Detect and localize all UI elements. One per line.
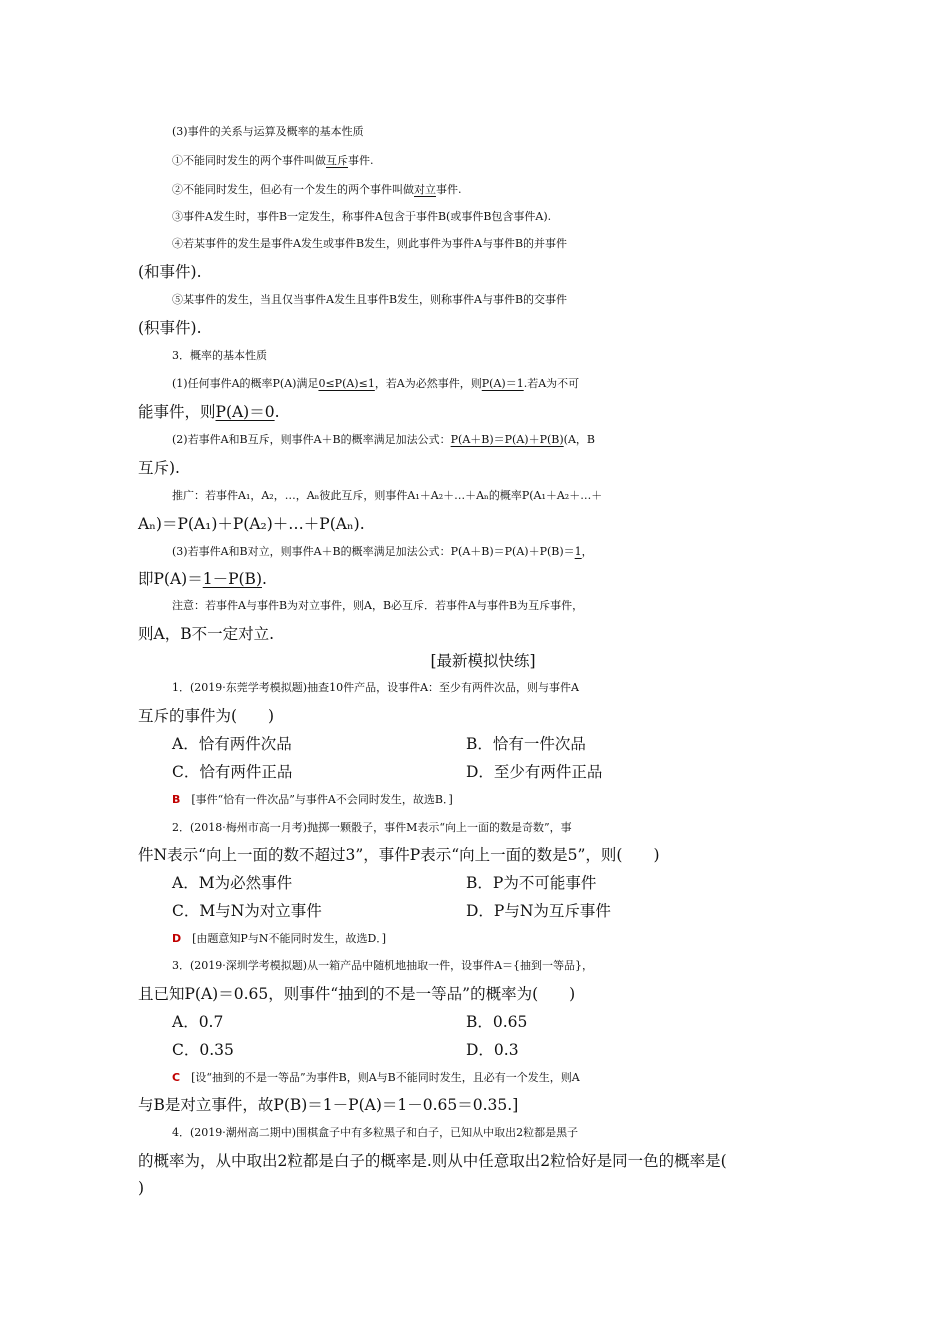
question-1-option-b: B．恰有一件次品 bbox=[466, 735, 586, 753]
question-3-answer-cont: 与B是对立事件，故P(B)＝1－P(A)＝1－0.65＝0.35.] bbox=[138, 1096, 519, 1114]
generalization-cont: Aₙ)＝P(A₁)＋P(A₂)＋…＋P(Aₙ). bbox=[138, 515, 365, 533]
question-3-stem-cont: 且已知P(A)＝0.65，则事件“抽到的不是一等品”的概率为( ) bbox=[138, 985, 576, 1003]
rule-2: ②不能同时发生，但必有一个发生的两个事件叫做对立事件. bbox=[172, 183, 462, 196]
question-1-answer: B [事件“恰有一件次品”与事件A不会同时发生，故选B．] bbox=[172, 793, 453, 806]
question-3-option-a: A．0.7 bbox=[172, 1013, 224, 1031]
question-4-stem: 4．(2019·潮州高二期中)围棋盒子中有多粒黑子和白子，已知从中取出2粒都是黑子 bbox=[172, 1126, 579, 1139]
question-3-answer: C [设“抽到的不是一等品”为事件B，则A与B不能同时发生，且必有一个发生，则A bbox=[172, 1071, 580, 1084]
question-2-option-b: B．P为不可能事件 bbox=[466, 874, 597, 892]
generalization: 推广：若事件A₁，A₂，…，Aₙ彼此互斥，则事件A₁＋A₂＋…＋Aₙ的概率P(A₁＋A₂＋…＋ bbox=[172, 489, 603, 502]
property-2-cont: 互斥). bbox=[138, 459, 180, 477]
rule-1: ①不能同时发生的两个事件叫做互斥事件. bbox=[172, 154, 374, 167]
question-1-stem: 1．(2019·东莞学考模拟题)抽查10件产品，设事件A：至少有两件次品，则与事件A bbox=[172, 681, 579, 694]
rule-4: ④若某事件的发生是事件A发生或事件B发生，则此事件为事件A与事件B的并事件 bbox=[172, 237, 568, 250]
question-2-option-c: C．M与N为对立事件 bbox=[172, 902, 322, 920]
practice-title: [最新模拟快练] bbox=[430, 652, 536, 670]
rule-4-cont: (和事件). bbox=[138, 263, 202, 281]
question-1-option-d: D．至少有两件正品 bbox=[466, 763, 603, 781]
section-title: 3．概率的基本性质 bbox=[172, 349, 267, 362]
question-3-option-c: C．0.35 bbox=[172, 1041, 234, 1059]
question-2-stem-cont: 件N表示“向上一面的数不超过3”，事件P表示“向上一面的数是5”，则( ) bbox=[138, 846, 660, 864]
rule-3: ③事件A发生时，事件B一定发生，称事件A包含于事件B(或事件B包含事件A). bbox=[172, 210, 552, 223]
property-1: (1)任何事件A的概率P(A)满足0≤P(A)≤1，若A为必然事件，则P(A)＝1.若A为不可 bbox=[172, 377, 580, 390]
question-1-option-a: A．恰有两件次品 bbox=[172, 735, 292, 753]
question-2-stem: 2．(2018·梅州市高一月考)抛掷一颗骰子，事件M表示“向上一面的数是奇数”，事 bbox=[172, 821, 572, 834]
question-3-stem: 3．(2019·深圳学考模拟题)从一箱产品中随机地抽取一件，设事件A＝{抽到一等品}， bbox=[172, 959, 594, 972]
property-3: (3)若事件A和B对立，则事件A＋B的概率满足加法公式：P(A＋B)＝P(A)＋P(B)＝1， bbox=[172, 545, 593, 558]
question-3-option-d: D．0.3 bbox=[466, 1041, 519, 1059]
question-4-stem-end: ) bbox=[138, 1179, 145, 1197]
question-3-option-b: B．0.65 bbox=[466, 1013, 528, 1031]
question-2-answer: D [由题意知P与N不能同时发生，故选D．] bbox=[172, 932, 387, 945]
question-2-option-d: D．P与N为互斥事件 bbox=[466, 902, 611, 920]
property-3-cont: 即P(A)＝1－P(B). bbox=[138, 570, 267, 588]
property-2: (2)若事件A和B互斥，则事件A＋B的概率满足加法公式：P(A＋B)＝P(A)＋P(B)(A，B bbox=[172, 433, 595, 446]
note-cont: 则A，B不一定对立. bbox=[138, 625, 275, 643]
question-4-stem-cont: 的概率为，从中取出2粒都是白子的概率是.则从中任意取出2粒恰好是同一色的概率是( bbox=[138, 1152, 727, 1170]
question-1-stem-cont: 互斥的事件为( ) bbox=[138, 707, 275, 725]
note: 注意：若事件A与事件B为对立事件，则A，B必互斥．若事件A与事件B为互斥事件， bbox=[172, 599, 584, 612]
question-2-option-a: A．M为必然事件 bbox=[172, 874, 293, 892]
question-1-option-c: C．恰有两件正品 bbox=[172, 763, 293, 781]
rule-5: ⑤某事件的发生，当且仅当事件A发生且事件B发生，则称事件A与事件B的交事件 bbox=[172, 293, 568, 306]
section-heading: (3)事件的关系与运算及概率的基本性质 bbox=[172, 125, 364, 138]
rule-5-cont: (积事件). bbox=[138, 319, 202, 337]
property-1-cont: 能事件，则P(A)＝0. bbox=[138, 403, 280, 421]
